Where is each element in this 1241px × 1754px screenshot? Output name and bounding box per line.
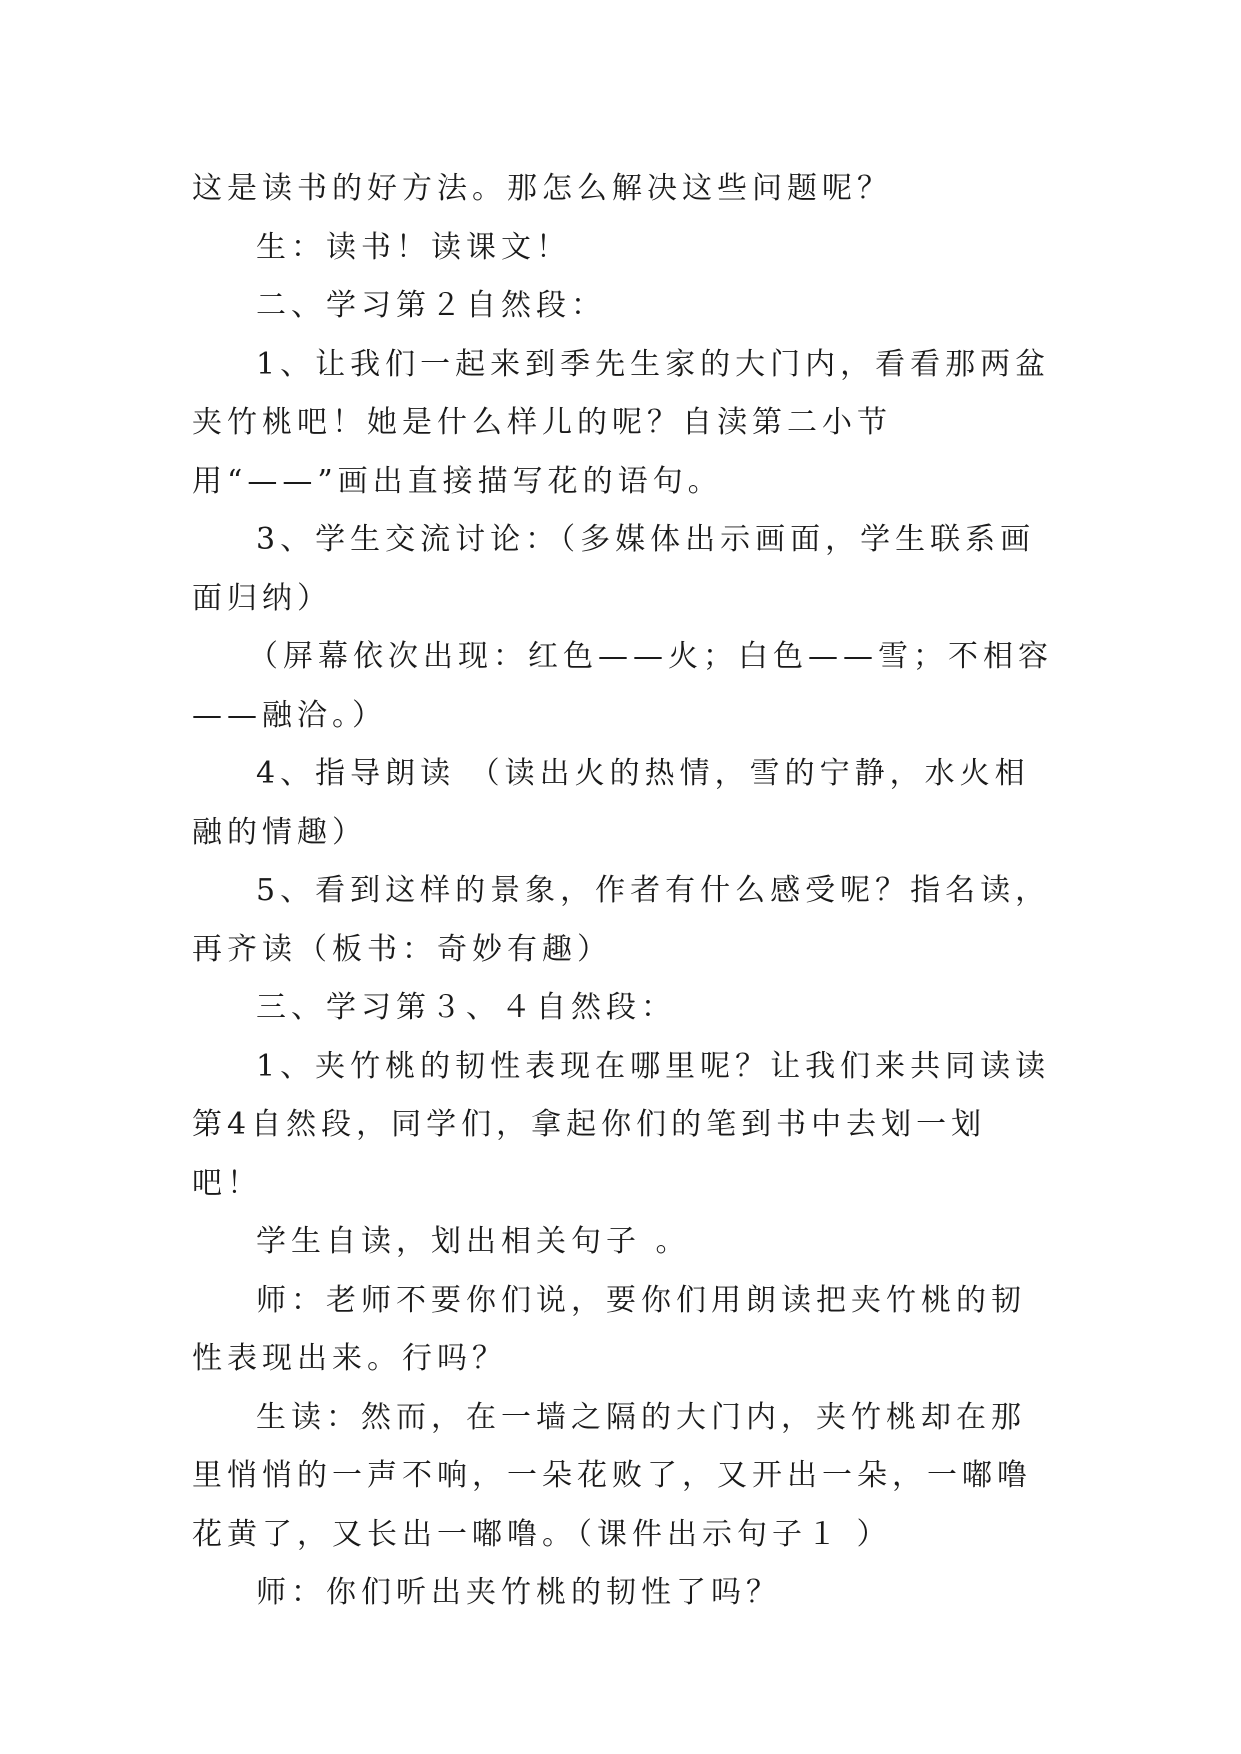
paragraph-4: 3、学生交流讨论：（多媒体出示画面，学生联系画面归纳） (192, 522, 1036, 616)
paragraph-10: 师：老师不要你们说，要你们用朗读把夹竹桃的韧性表现出来。行吗？ (192, 1282, 1026, 1376)
document-body (192, 160, 1054, 1623)
paragraph-9: 学生自读，划出相关句子 。 (256, 1224, 691, 1259)
paragraph-6: 4、指导朗读 （读出火的热情，雪的宁静，水火相融的情趣） (192, 756, 1030, 850)
paragraph-5: （屏幕依次出现：红色——火；白色——雪；不相容——融洽。） (192, 639, 1053, 733)
paragraph-3: 1、让我们一起来到季先生家的大门内，看看那两盆夹竹桃吧！她是什么样儿的呢？自渎第二小节用“——”画出直接描写花的语句。 (192, 346, 1051, 499)
paragraph-8: 1、夹竹桃的韧性表现在哪里呢？让我们来共同读读第4自然段，同学们，拿起你们的笔到书中去划一划吧！ (192, 1048, 1051, 1201)
section-heading-3: 三、学习第３、４自然段： (256, 990, 676, 1025)
section-heading-2: 二、学习第２自然段： (256, 288, 606, 323)
paragraph-11: 生读：然而，在一墙之隔的大门内，夹竹桃却在那里悄悄的一声不响，一朵花败了，又开出一朵，一嘟噜花黄了，又长出一嘟噜。（课件出示句子１ ） (192, 1399, 1032, 1552)
paragraph-12: 师：你们听出夹竹桃的韧性了吗？ (256, 1575, 781, 1610)
paragraph-7: 5、看到这样的景象，作者有什么感受呢？指名读，再齐读（板书：奇妙有趣） (192, 873, 1051, 967)
paragraph-2: 生：读书！读课文！ (256, 229, 571, 265)
paragraph-1: 这是读书的好方法。那怎么解决这些问题呢？ (192, 171, 892, 206)
